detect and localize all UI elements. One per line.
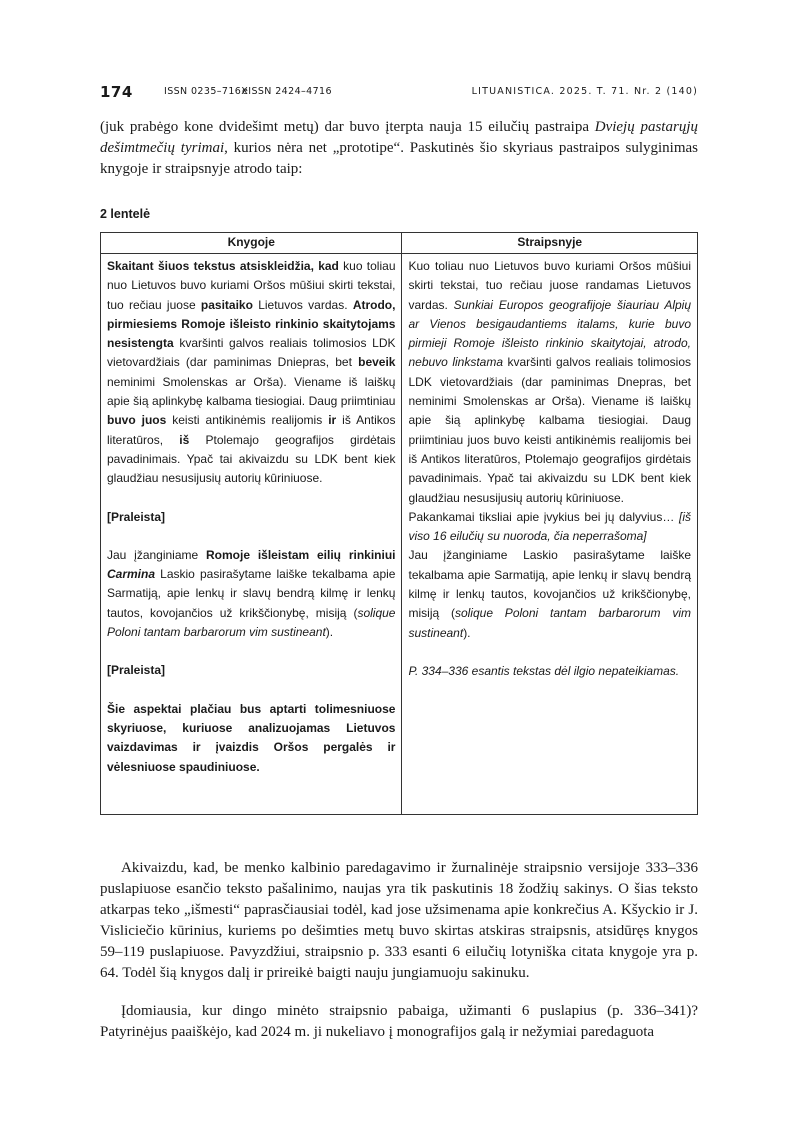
- article-cell: [402, 254, 698, 815]
- body-paragraph-3: Įdomiausia, kur dingo minėto straipsnio pabaiga, užimanti 6 puslapius (p. 336–341)? Patyrinėjus paaiškėjo, kad 2024 m. ji nukeliavo į monografijos galą ir nežymiai paredaguota: [100, 1003, 698, 1040]
- page-number: 174: [100, 83, 133, 101]
- body-paragraph-2: Akivaizdu, kad, be menko kalbinio paredagavimo ir žurnalinėje straipsnio versijoje 333–336 puslapiuose esančio teksto pašalinimo, naujas yra tik paskutinis 18 žodžių sakinys. O šias teksto atkarpas teko „išmesti“ paprasčiausiai todėl, kad jose užsimenama apie konkrečius A. Kšyckio ir J. Visliciečio kūrinius, kuriems po dešimties metų buvo skirtas atskiras straipsnis, atsidūręs knygos 59–119 puslapiuose. Pavyzdžiui, straipsnio p. 333 esanti 6 eilučių lotyniška citata knygoje yra p. 64. Todėl šią knygos dalį ir prireikė baigti nauju jungiamuoju sakinuku.: [100, 860, 698, 981]
- text-run: kvaršinti galvos realiais tolimosios LDK vietovardžiais (dar paminimas Dnepras, bet neminimi Smolenskas ar Orša). Viename iš laiškų apie šią aplinkybę kalbama tiesiogiai. Daug priimtiniau juos buvo keisti antikinėmis realijomis bei iš Antikos literatūros, Ptolemajo geografijos girdėtais pavadinimais. Ypač tai akivaizdu su LDK bent kiek glaudžiau nesusijusių autorių kūriniuose.: [408, 355, 691, 505]
- omitted-marker-2: [107, 661, 395, 680]
- article-paragraph-2: [408, 508, 691, 547]
- table-caption: 2 lentelė: [100, 207, 151, 221]
- text-run: Pakankamai tiksliai apie įvykius bei jų dalyvius…: [408, 509, 675, 524]
- text-run: Jau įžanginiame Laskio pasirašytame laiške tekalbama apie Sarmatiją, apie lenkų ir slavų bendrą kilmę ir lenkų tautos, kovojančios už krikščionybę, misiją (: [408, 548, 691, 621]
- text-run: ).: [463, 625, 471, 640]
- text-run: kuo toliau nuo Lietuvos buvo kuriami Oršos mūšiui skirti tekstai, tuo rečiau juose: [107, 259, 396, 312]
- column-header-article: Straipsnyje: [402, 233, 698, 254]
- text-run: , kurios nėra net „prototipe“. Paskutinės šio skyriaus pastraipos sulyginimas knygoje ir straipsnyje atrodo taip:: [100, 140, 698, 177]
- bold-run: [Praleista]: [107, 509, 166, 524]
- spacer: [107, 642, 395, 661]
- article-paragraph-final: [408, 662, 691, 681]
- text-run: Lietuvos vardas.: [252, 297, 353, 312]
- eissn: eISSN 2424–4716: [242, 86, 332, 97]
- intro-paragraph: [100, 117, 698, 180]
- comparison-table: [100, 232, 698, 815]
- text-run: Kuo toliau nuo Lietuvos buvo kuriami Oršos mūšiui skirti tekstai, tuo rečiau juose randamas Lietuvos vardas.: [408, 259, 691, 312]
- bold-italic-run: Carmina: [107, 567, 156, 582]
- issn: ISSN 0235–716X: [164, 86, 249, 97]
- book-paragraph-1: [107, 257, 395, 489]
- table-body-row: [101, 254, 698, 815]
- omitted-marker-1: [107, 508, 395, 527]
- bold-run: Šie aspektai plačiau bus aptarti tolimesniuose skyriuose, kuriuose analizuojamas Lietuvos vaizdavimas ir įvaizdis Oršos pergalės ir vėlesniuose spaudiniuose.: [107, 701, 396, 774]
- spacer: [107, 489, 395, 508]
- italic-run: [iš viso 16 eilučių su nuoroda, čia neperrašoma]: [408, 509, 691, 544]
- bold-run: Atrodo, pirmiesiems Romoje išleisto rinkinio skaitytojams nesistengta: [107, 297, 396, 351]
- text-run: Jau įžanginiame: [107, 547, 207, 562]
- italic-run: solique Poloni tantam barbarorum vim sustineant: [107, 605, 396, 640]
- bold-run: beveik: [358, 355, 396, 370]
- italic-run: P. 334–336 esantis tekstas dėl ilgio nepateikiamas.: [408, 663, 680, 678]
- text-run: (juk prabėgo kone dvidešimt metų) dar buvo įterpta nauja 15 eilučių pastraipa: [100, 119, 595, 135]
- spacer: [408, 643, 691, 662]
- column-header-book: Knygoje: [101, 233, 402, 254]
- running-header: [100, 83, 698, 104]
- bold-run: Skaitant šiuos tekstus atsiskleidžia, kad: [107, 259, 339, 273]
- italic-run: Sunkiai Europos geografijoje šiauriau Alpių ar Vienos besigaudantiems italams, kurie buvo pirmieji Romoje išleisto rinkinio skaitytojai, atrodo, nebuvo linkstama: [408, 297, 692, 370]
- text-run: neminimi Smolenskas ar Orša). Viename iš laiškų apie šią aplinkybę kalbama tiesiogiai. Daug priimtiniau: [107, 374, 396, 409]
- article-paragraph-3: [408, 546, 691, 642]
- text-run: keisti antikinėmis realijomis: [166, 413, 329, 428]
- text-run: ).: [325, 625, 334, 640]
- journal-citation: LITUANISTICA. 2025. T. 71. Nr. 2 (140): [471, 86, 698, 97]
- text-run: iš Antikos literatūros,: [107, 413, 396, 447]
- text-run: kvaršinti galvos realiais tolimosios LDK vietovardžiais (dar paminimas Dniepras, bet: [107, 336, 396, 370]
- bold-run: buvo juos: [107, 413, 167, 428]
- italic-title: Dviejų pastarųjų dešimtmečių tyrimai: [100, 119, 698, 156]
- bold-run: Romoje išleistam eilių rinkiniui: [206, 547, 396, 562]
- book-paragraph-2: [107, 546, 395, 642]
- bold-run: iš: [179, 432, 190, 447]
- text-run: Laskio pasirašytame laiške tekalbama apie Sarmatiją, apie lenkų ir slavų bendrą kilmę ir lenkų tautos, kovojančios už krikščionybę, misiją (: [107, 567, 396, 620]
- spacer: [107, 527, 395, 546]
- bold-run: [Praleista]: [107, 663, 166, 678]
- bold-run: ir: [328, 413, 337, 428]
- text-run: Ptolemajo geografijos girdėtais pavadinimais. Ypač tai akivaizdu su LDK bent kiek glaudžiau nesusijusių autorių kūriniuose.: [107, 432, 396, 486]
- article-paragraph-1: [408, 257, 691, 508]
- book-cell: [101, 254, 402, 815]
- table-header-row: [101, 233, 698, 254]
- book-paragraph-final: [107, 700, 395, 777]
- italic-run: solique Poloni tantam barbarorum vim sustineant: [408, 606, 691, 640]
- bold-run: pasitaiko: [200, 297, 253, 312]
- spacer: [107, 681, 395, 700]
